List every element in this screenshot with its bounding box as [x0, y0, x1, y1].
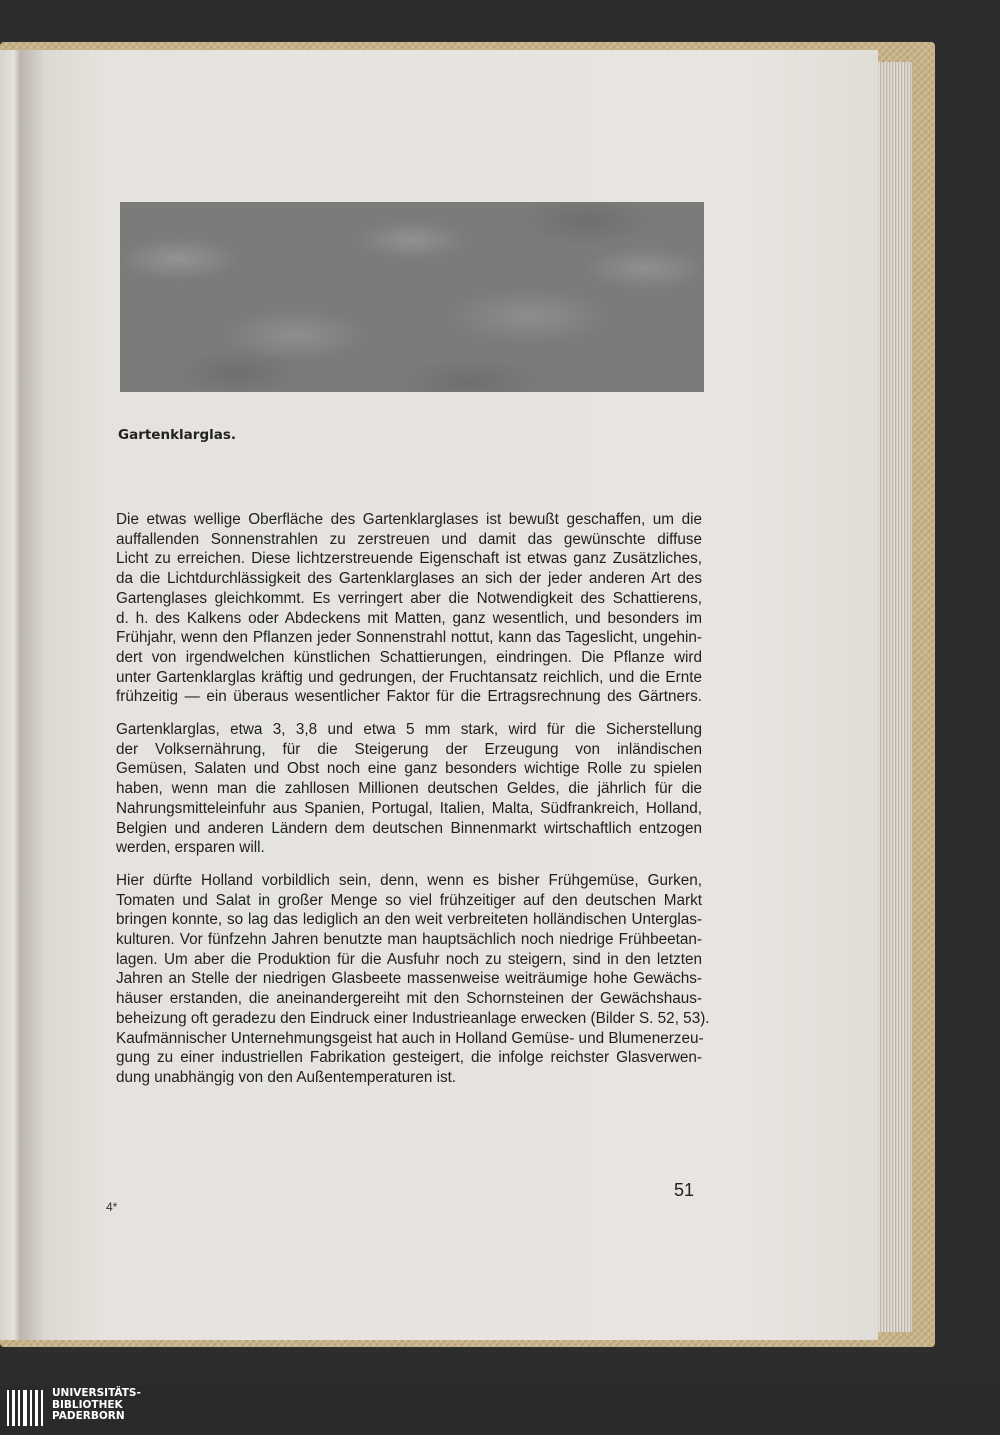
text-line: Jahren an Stelle der niedrigen Glasbeete massenweise weiträumige hohe Gewächs-: [116, 970, 702, 988]
text-line: haben, wenn man die zahllosen Millionen deutschen Geldes, die jährlich für die: [116, 780, 702, 798]
text-line: werden, ersparen will.: [116, 839, 265, 857]
text-line: häuser erstanden, die aneinandergereiht mit den Schornsteinen der Gewächshaus-: [116, 990, 702, 1008]
text-line: Gartenglases gleichkommt. Es verringert aber die Notwendigkeit des Schattierens,: [116, 589, 702, 607]
text-line: Gemüsen, Salaten und Obst noch eine ganz besonders wichtige Rolle zu spielen: [116, 760, 702, 778]
text-line: Tomaten und Salat in großer Menge so viel frühzeitiger auf den deutschen Markt: [116, 891, 702, 909]
paragraph-2: [116, 720, 702, 858]
glass-texture-photo: [120, 202, 704, 392]
text-line: Frühjahr, wenn den Pflanzen jeder Sonnenstrahl nottut, kann das Tageslicht, ungehin-: [116, 629, 702, 647]
text-line: da die Lichtdurchlässigkeit des Gartenklarglases an sich der jeder anderen Art des: [116, 570, 702, 588]
body-text: [116, 510, 710, 1101]
footer-bar: [0, 1385, 1000, 1435]
logo-line: BIBLIOTHEK: [52, 1398, 123, 1411]
text-line: Hier dürfte Holland vorbildlich sein, denn, wenn es bisher Frühgemüse, Gurken,: [116, 871, 702, 889]
text-line: bringen konnte, so lag das lediglich an den weit verbreiteten holländischen Unterglas-: [116, 911, 702, 929]
text-line: auffallenden Sonnenstrahlen zu zerstreuen und damit das gewünschte diffuse: [116, 530, 702, 548]
figure-caption: Gartenklarglas.: [118, 427, 237, 443]
text-line: frühzeitig — ein überaus wesentlicher Faktor für die Ertragsrechnung des Gärtners.: [116, 688, 702, 706]
text-line: der Volksernährung, für die Steigerung der Erzeugung von inländischen: [116, 740, 702, 758]
paragraph-3: [116, 871, 710, 1088]
logo-line: PADERBORN: [52, 1410, 125, 1422]
text-line: unter Gartenklarglas kräftig und gedrungen, der Fruchtansatz reichlich, und die Ernte: [116, 668, 702, 686]
text-line: Die etwas wellige Oberfläche des Gartenklarglases ist bewußt geschaffen, um die: [116, 511, 702, 528]
signature-mark: 4*: [106, 1200, 118, 1214]
text-line: Kaufmännischer Unternehmungsgeist hat auch in Holland Gemüse- und Blumenerzeu-: [116, 1029, 704, 1047]
text-line: beheizung oft geradezu den Eindruck einer Industrieanlage erwecken (Bilder S. 52, 53).: [116, 1009, 710, 1027]
text-line: Belgien und anderen Ländern dem deutschen Binnenmarkt wirtschaftlich entzogen: [116, 819, 702, 837]
page-number: 51: [674, 1180, 695, 1200]
text-line: Nahrungsmitteleinfuhr aus Spanien, Portugal, Italien, Malta, Südfrankreich, Holland,: [116, 799, 702, 817]
text-line: d. h. des Kalkens oder Abdeckens mit Matten, ganz wesentlich, und besonders im: [116, 609, 702, 627]
page-stack-edge: [876, 62, 912, 1332]
text-line: kulturen. Vor fünfzehn Jahren benutzte man hauptsächlich noch niedrige Frühbeetan-: [116, 931, 702, 949]
text-line: Gartenklarglas, etwa 3, 3,8 und etwa 5 mm stark, wird für die Sicherstellung: [116, 721, 702, 739]
paragraph-1: [116, 510, 702, 707]
library-logo-icon: [6, 1388, 46, 1428]
logo-line: UNIVERSITÄTS-: [52, 1387, 141, 1399]
text-line: gung zu einer industriellen Fabrikation gesteigert, die infolge reichster Glasverwen-: [116, 1049, 702, 1067]
facing-page-edge: [0, 50, 20, 1340]
library-logo-text: [52, 1388, 141, 1423]
text-line: lagen. Um aber die Produktion für die Ausfuhr noch zu steigern, sind in den letzten: [116, 950, 702, 968]
text-line: Licht zu erreichen. Diese lichtzerstreuende Eigenschaft ist etwas ganz Zusätzliches,: [116, 550, 702, 568]
text-line: dung unabhängig von den Außentemperaturen ist.: [116, 1068, 457, 1086]
text-line: dert von irgendwelchen künstlichen Schattierungen, eindringen. Die Pflanze wird: [116, 648, 702, 666]
